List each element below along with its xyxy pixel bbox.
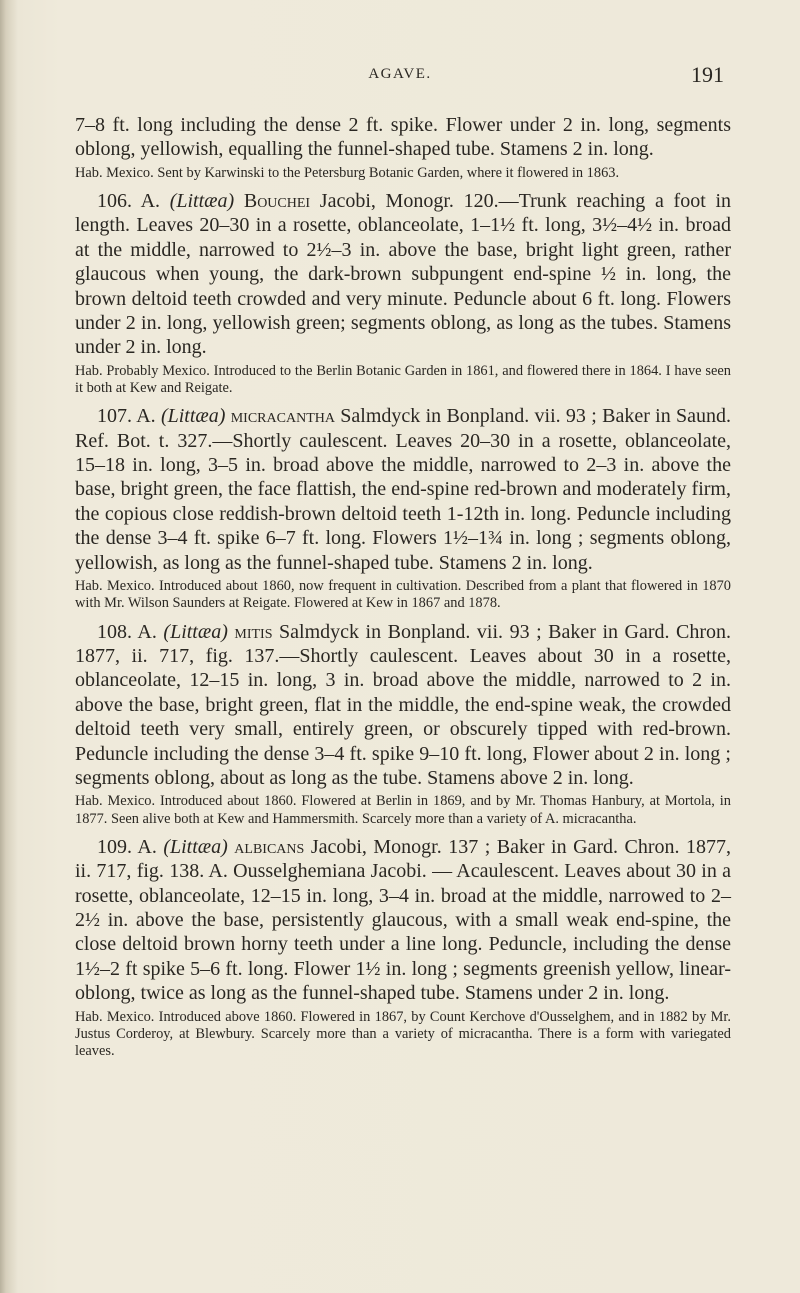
habitat-note: Hab. Mexico. Sent by Karwinski to the Petersburg Botanic Garden, where it flowered in 1863. (75, 164, 620, 181)
description-text: Salmdyck in Bonpland. vii. 93 ; Baker in Saund. Ref. Bot. t. 327.—Shortly caulescent. Leaves 20–30 in a rosette, oblanceolate, 15–18 in. long, 3–5 in. broad above the middle, narrowed to 2–3 in. above the base, bright green, the face flattish, the end-spine red-brown and moderately firm, the copious close reddish-brown deltoid teeth 1-12th in. long. Peduncle including the dense 3–4 ft. spike 6–7 ft. long. Flowers 1½–1¾ in. long ; segments oblong, yellowish, as long as the funnel-shaped tube. Stamens 2 in. long. (75, 405, 732, 574)
species-name: Bouchei (243, 190, 311, 213)
species-name: albicans (234, 835, 305, 858)
habitat-note: Hab. Probably Mexico. Introduced to the Berlin Botanic Garden in 1861, and flowered there in 1864. I have seen it both at Kew and Reigate. (75, 362, 731, 397)
species-description (75, 620, 731, 791)
page-body (75, 113, 731, 1067)
habitat-note: Hab. Mexico. Introduced about 1860. Flowered at Berlin in 1869, and by Mr. Thomas Hanbury, at Mortola, in 1877. Seen alive both at Kew and Hammersmith. Scarcely more than a variety of A. micracantha. (75, 793, 731, 827)
species-name: micracantha (230, 405, 335, 428)
species-description (75, 835, 731, 1006)
species-name: mitis (234, 620, 273, 643)
entry-number: 106. A. (97, 190, 161, 213)
species-entry-106 (75, 189, 731, 397)
description-text: Jacobi, Monogr. 120.—Trunk reaching a foot in length. Leaves 20–30 in a rosette, oblanceolate, 1–1½ ft. long, 3½–4½ in. broad at the middle, narrowed to 2½–3 in. above the base, bright light green, rather glaucous when young, the dark-brown subpungent end-spine ½ in. long, the brown deltoid teeth crowded and very minute. Peduncle about 6 ft. long. Flowers under 2 in. long, yellowish green; segments oblong, as long as the tubes. Stamens under 2 in. long. (75, 190, 732, 359)
entry-number: 108. A. (97, 620, 157, 643)
section-name: (Littæa) (160, 405, 226, 428)
species-entry-108 (75, 620, 731, 828)
section-name: (Littæa) (163, 835, 228, 858)
species-description (75, 189, 731, 360)
continuation-block (75, 113, 731, 182)
habitat-note: Hab. Mexico. Introduced above 1860. Flowered in 1867, by Count Kerchove d'Ousselghem, and in 1882 by Mr. Justus Corderoy, at Blewbury. Scarcely more than a variety of micracantha. There is a form with variegated leaves. (75, 1008, 731, 1060)
running-title: AGAVE. (368, 66, 432, 82)
section-name: (Littæa) (169, 190, 235, 213)
section-name: (Littæa) (163, 620, 228, 643)
page-number: 191 (691, 62, 724, 87)
habitat-note: Hab. Mexico. Introduced about 1860, now frequent in cultivation. Described from a plant that flowered in 1870 with Mr. Wilson Saunders at Reigate. Flowered at Kew in 1867 and 1878. (75, 578, 731, 612)
species-description (75, 404, 731, 575)
description-text: Jacobi, Monogr. 137 ; Baker in Gard. Chron. 1877, ii. 717, fig. 138. A. Ousselghemiana Jacobi. — Acaulescent. Leaves about 30 in a rosette, oblanceolate, 12–15 in. long, 3–4 in. broad at the middle, narrowed to 2–2½ in. above the base, persistently glaucous, with a small weak end-spine, the close deltoid brown horny teeth under a line long. Peduncle, including the dense 1½–2 ft spike 5–6 ft. long. Flower 1½ in. long ; segments greenish yellow, linear-oblong, twice as long as the funnel-shaped tube. Stamens under 2 in. long. (75, 835, 732, 1005)
description-text: Salmdyck in Bonpland. vii. 93 ; Baker in Gard. Chron. 1877, ii. 717, fig. 137.—Shortly caulescent. Leaves about 30 in a rosette, oblanceolate, 12–15 in. long, 3 in. broad above the middle, narrowed to 2 in. above the base, bright green, flat in the middle, the end-spine weak, the crowded deltoid teeth very small, entirely green, or obscurely tipped with red-brown. Peduncle including the dense 3–4 ft. spike 9–10 ft. long, Flower about 2 in. long ; segments oblong, about as long as the tube. Stamens above 2 in. long. (75, 620, 732, 789)
species-entry-107 (75, 404, 731, 612)
page-header (0, 62, 800, 92)
species-description: 7–8 ft. long including the dense 2 ft. spike. Flower under 2 in. long, segments oblong, yellowish, equalling the funnel-shaped tube. Stamens 2 in. long. (75, 114, 731, 161)
entry-number: 109. A. (97, 835, 157, 858)
entry-number: 107. A. (97, 405, 156, 428)
species-entry-109 (75, 835, 731, 1060)
